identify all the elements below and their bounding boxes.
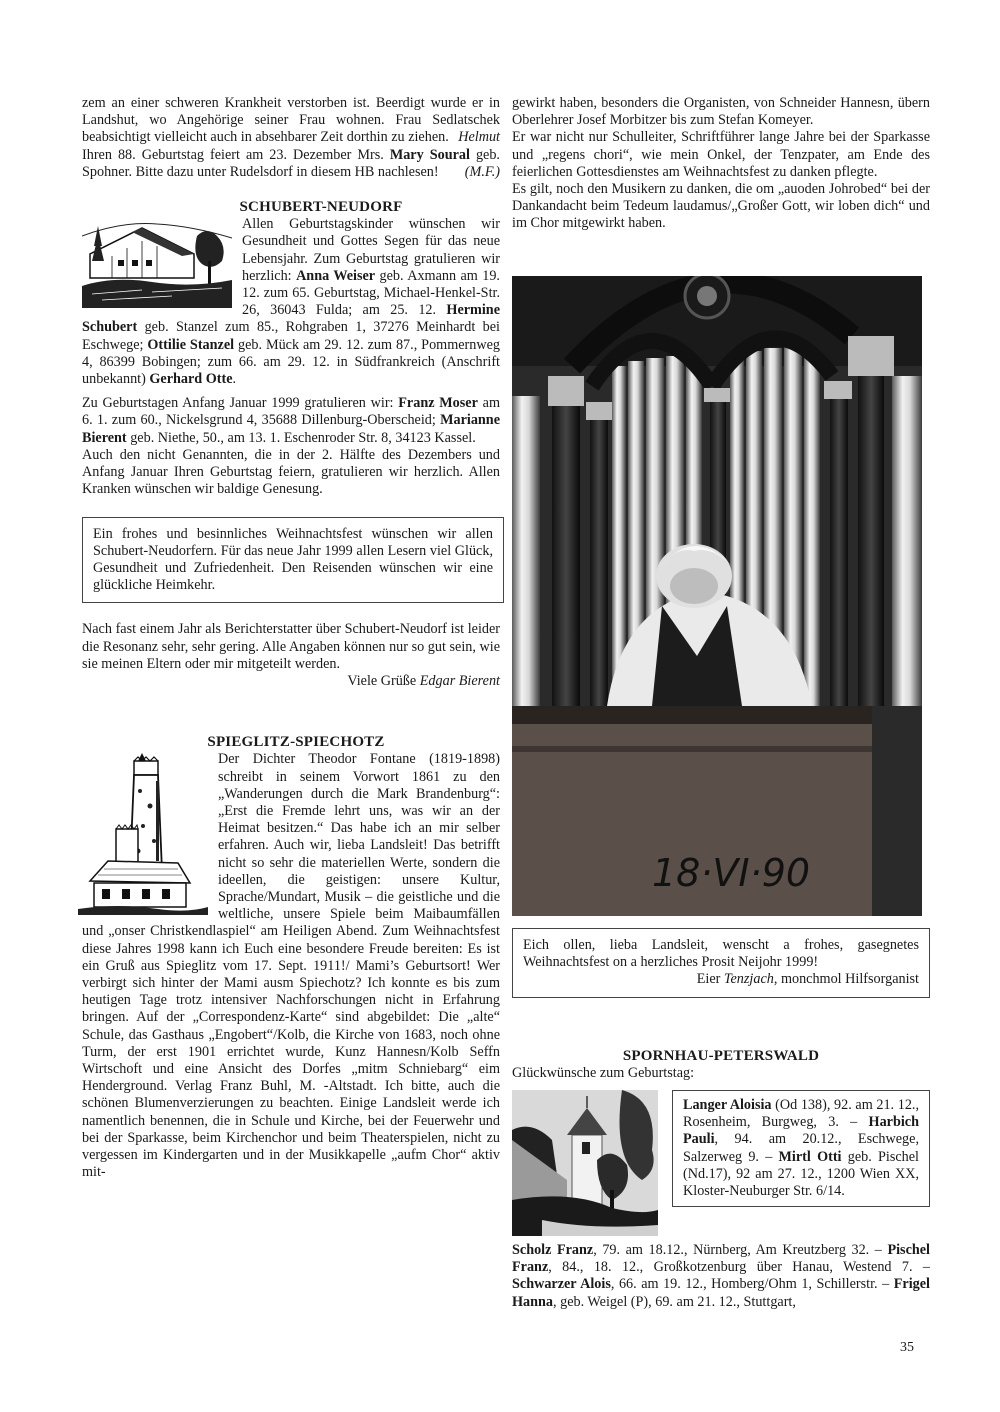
section-schubert-neudorf (82, 199, 500, 690)
left-column (82, 95, 500, 1181)
general-wishes-paragraph: Auch den nicht Genannten, die in der 2. Hälfte des Dezembers und Anfang Januar Ihren Geburtstag feiern, gratulieren wir herzlich. Allen Kranken wünschen wir baldige Genesung. (82, 446, 500, 498)
birthday-box (672, 1090, 930, 1207)
section-heading: SPIEGLITZ-SPIECHOTZ (207, 734, 385, 751)
sig-name: Tenzjach (723, 971, 774, 988)
birthday-text: geb. Stanzel zum 85., Rohgraben 1, 37276 Meinhardt bei Eschwege; (82, 319, 500, 353)
birthday-text: Zu Geburtstagen Anfang Januar 1999 gratulieren wir: (82, 395, 399, 412)
intro-text: zem an einer schweren Krankheit verstorben ist. Beerdigt wurde er in Landshut, wo Angehörige seiner Frau wohnen. Frau Sedlatschek beabsichtigt vielleicht auch in absehbarer Zeit dorthin zu ziehen. (82, 95, 500, 146)
section-heading: SCHUBERT-NEUDORF (239, 199, 403, 216)
page-number: 35 (900, 1340, 914, 1355)
birthday-text: , 94. am 20.12., Eschwege, Salzerweg 9. – (683, 1131, 919, 1165)
birthday-paragraph (82, 147, 500, 181)
greeting-text: Viele Grüße (347, 672, 420, 689)
christmas-greeting-box (82, 517, 504, 604)
section-spieglitz-spiechotz (82, 734, 500, 1181)
birthday-text: , geb. Weigel (P), 69. am 21. 12., Stuttgart, (553, 1293, 796, 1310)
spieglitz-paragraph: Der Dichter Theodor Fontane (1819-1898) schreibt in seinem Vorwort 1861 zu den „Wanderungen durch die Mark Brandenburg“: „Erst die Fremde lehrt uns, was wir an der Heimat besitzen.“ Das habe ich an mir selber erfahren. Auch wir, lieba Landsleit! Das betrifft nicht so sehr die materiellen Werte, sondern die ideellen, die geistigen: unsere Kultur, Sprache/Mundart, Musik – die geistliche und die weltliche, unsere Spiele beim Maibaumfällen und „onser Christkendlaspiel“ am Heiligen Abend. Zum Weihnachtsfest diese Jahres 1998 kann ich Euch eine besondere Freude bereiten: Es ist ein Gruß aus Spieglitz vom 17. Sept. 1911!/ Mami’s Geburtsort! Wer verbirgt sich hinter der Mami ausm Spiechotz? Ich konnte es bis zum heutigen Tage trotz intensiver Nachforschungen nicht in Erfahrung bringen. Auf der „Correspondenz-Karte“ sind abgebildet: Die „alte“ Schule, das Gasthaus „Engobert“/Kolb, die Kirche von 1683, noch ohne Turm, der erst 1901 errichtet wurde, Kunz Hannesn/Kolb Seffn Wirtschoft und eine Ansicht des Dorfes „mitm Schniebarg“ eim Henderground. Verlag Franz Buhl, M. -Altstadt. Ich bitte, auch die schönen Blumenverzierungen zu beachten. Einige Landsleit werde ich namentlich benennen, die in Schule und Kirche, bei der Feuerwehr und bei der Sparkasse, beim Kirchenchor und beim Theaterspielen, nicht zu vergessen im Kindergarten und in der Musikkapelle „aufm Chor“ aktiv mit- (82, 751, 500, 1181)
name-hermine-schubert: Hermine Schubert (82, 302, 500, 336)
section-spornhau-peterswald (512, 1048, 930, 1311)
birthday-box-text (683, 1097, 919, 1200)
organist-greeting-box (512, 928, 930, 998)
name-marianne-bierent: Marianne Bierent (82, 412, 500, 446)
name-pischel-franz: Pischel Franz (512, 1242, 930, 1276)
name-scholz-franz: Scholz Franz (512, 1242, 594, 1259)
section-heading: SPORNHAU-PETERSWALD (622, 1047, 820, 1064)
organist-signature (523, 971, 919, 988)
name-frigel-hanna: Frigel Hanna (512, 1276, 931, 1310)
intro-section (82, 95, 500, 181)
sig-prefix: Eier (696, 971, 724, 988)
birthday-text: Ihren 88. Geburtstag feiert am 23. Dezember Mrs. (82, 146, 390, 163)
birthday-text: (Od 138), 92. am 21. 12., Rosenheim, Burgweg, 3. – (683, 1097, 920, 1131)
birthday-text: geb. Niethe, 50., am 13. 1. Eschenroder Str. 8, 34123 Kassel. (126, 429, 476, 446)
signature-helmut: Helmut (458, 129, 500, 146)
section-subheading: Glückwünsche zum Geburtstag: (512, 1064, 695, 1081)
name-mirtl-otti: Mirtl Otti (778, 1148, 842, 1165)
reporter-note-paragraph: Nach fast einem Jahr als Berichterstatter über Schubert-Neudorf ist leider die Resonanz sehr, sehr gering. Alle Angaben können nur so gut sein, wie sie meinen Eltern oder mir mitgeteilt werden. (82, 621, 500, 672)
reporter-signature (82, 673, 500, 690)
continuation-paragraph-2: Er war nicht nur Schulleiter, Schriftführer lange Jahre bei der Sparkasse und „regens chori“, wie mein Onkel, der Tenzpater, am Ende des feierlichen Gottesdienstes am Weihnachtsfest zu danken pflegte. (512, 129, 930, 180)
tower-drawing-icon (78, 751, 208, 921)
birthday-text: geb. Mück am 29. 12. zum 87., Pommernweg 4, 86399 Bobingen; zum 66. am 29. 12. in Südfrankreich (Anschrift unbekannt) (82, 336, 500, 388)
signature-mf: (M.F.) (464, 163, 500, 180)
birthday-text-cont: geb. Spohner. Bitte dazu unter Rudelsdorf in diesem HB nachlesen! (82, 146, 500, 180)
organist-photo (512, 276, 922, 916)
birthday-text: geb. Pischel (Nd.17), 92 am 27. 12., 1200 Wien XX, Kloster-Neuburger Str. 6/14. (683, 1148, 919, 1200)
birthday-list-paragraph (512, 1242, 930, 1311)
organist-greeting-text: Eich ollen, lieba Landsleit, wenscht a frohes, gasegnetes Weihnachtsfest on a herzliches Prosit Neijohr 1999! (523, 937, 919, 971)
name-anna-weiser: Anna Weiser (296, 267, 376, 284)
continuation-paragraph-3: Es gilt, noch den Musikern zu danken, die om „auoden Johrobed“ bei der Dankandacht beim Tedeum laudamus/„Großer Gott, wir loben dich“ und im Chor mitgewirkt haben. (512, 181, 930, 232)
christmas-greeting-text: Ein frohes und besinnliches Weihnachtsfest wünschen wir allen Schubert-Neudorfern. Für das neue Jahr 1999 allen Lesern viel Glück, Gesundheit und Zufriedenheit. Den Reisenden wünschen wir eine glückliche Heimkehr. (93, 525, 493, 594)
birthday-text: am 6. 1. zum 60., Nickelsgrund 4, 35688 Dillenburg-Oberscheid; (82, 395, 500, 429)
name-mary-soural: Mary Soural (389, 146, 470, 163)
name-schwarzer-alois: Schwarzer Alois (512, 1276, 611, 1293)
birthday-text: , 79. am 18.12., Nürnberg, Am Kreutzberg 32. – (593, 1242, 888, 1259)
church-photo (512, 1090, 658, 1236)
name-harbich-pauli: Harbich Pauli (683, 1114, 919, 1148)
intro-paragraph (82, 95, 500, 147)
name-langer-aloisia: Langer Aloisia (683, 1097, 772, 1114)
name-franz-moser: Franz Moser (398, 395, 478, 412)
continuation-paragraph-1: gewirkt haben, besonders die Organisten, von Schneider Hannesn, übern Oberlehrer Josef Morbitzer bis zum Stefan Komeyer. (512, 95, 930, 129)
name-ottilie-stanzel: Ottilie Stanzel (147, 336, 235, 353)
handwritten-date: 18·VI·90 (652, 851, 811, 895)
right-column-bottom (512, 928, 930, 1311)
birthday-text: geb. Axmann am 19. 12. zum 65. Geburtstag, Michael-Henkel-Str. 26, 36043 Fulda; am 25. 12. (242, 267, 500, 319)
name-gerhard-otte: Gerhard Otte (149, 371, 233, 388)
right-column (512, 95, 930, 233)
sig-suffix: , monchmol Hilfsorganist (773, 971, 919, 988)
january-birthdays-paragraph (82, 395, 500, 447)
farmhouse-drawing-icon (82, 216, 232, 308)
birthday-text: , 84., 18. 12., Großkotzenburg über Hanau, Westend 7. – (548, 1259, 930, 1276)
birthday-text: Allen Geburtstagskinder wünschen wir Gesundheit und Gottes Segen für das neue Lebensjahr. Zum Geburtstag gratulieren wir herzlich: (242, 216, 500, 284)
author-name: Edgar Bierent (419, 672, 500, 689)
birthday-text: . (232, 371, 237, 388)
birthday-text: , 66. am 19. 12., Homberg/Ohm 1, Schillerstr. – (610, 1276, 894, 1293)
